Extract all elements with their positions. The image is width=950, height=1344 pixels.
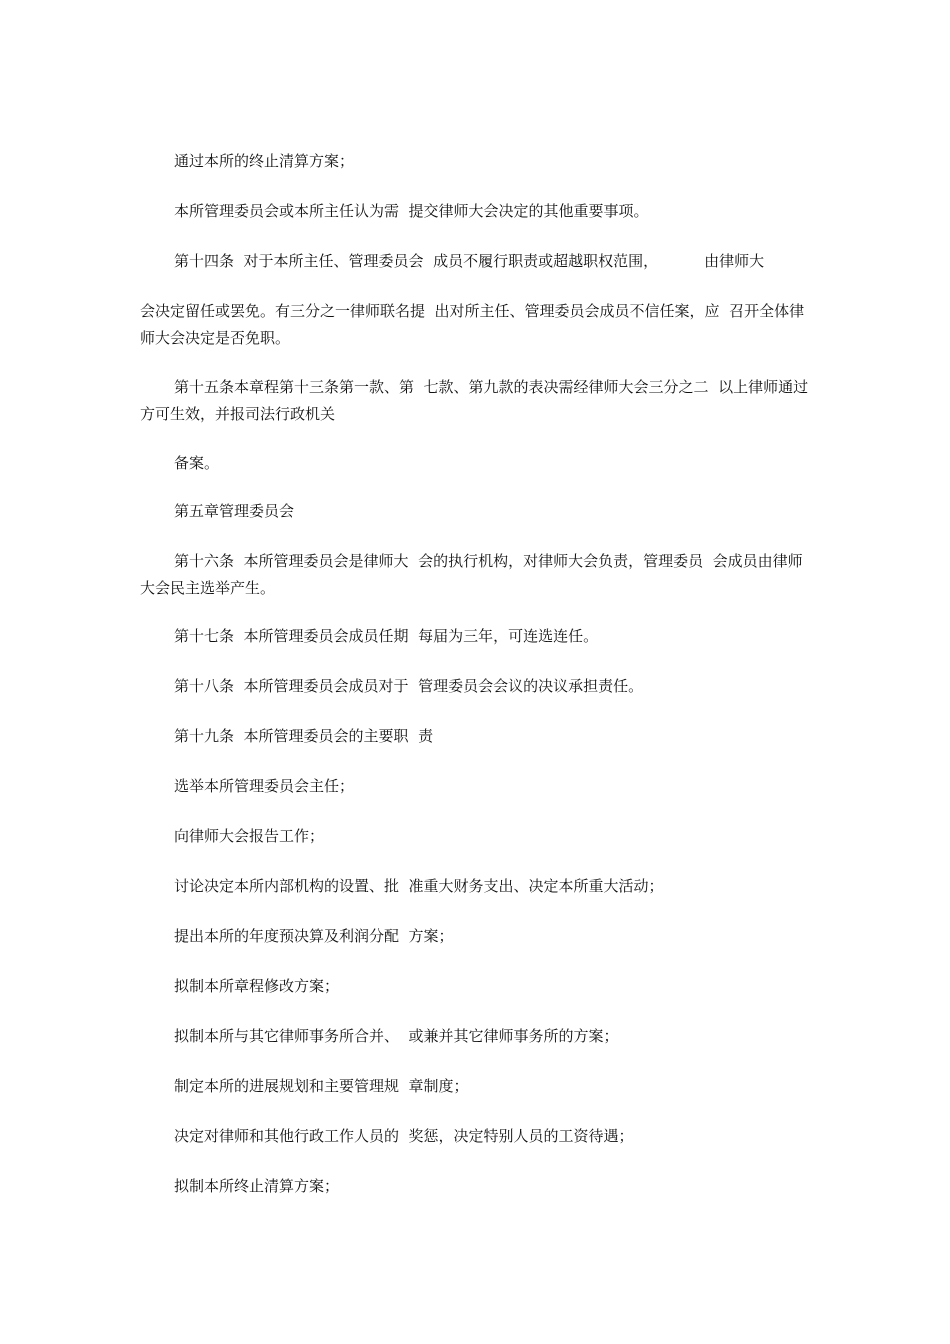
paragraph-article-14 [140,248,812,275]
paragraph-other-major-matters: 本所管理委员会或本所主任认为需 提交律师大会决定的其他重要事项。 [174,202,649,220]
article-14-text: 第十四条 对于本所主任、管理委员会 成员不履行职责或超越职权范围， [174,252,659,270]
paragraph-article-16: 第十六条 本所管理委员会是律师大 会的执行机构，对律师大会负责，管理委员 会成员由律师大会民主选举产生。 [140,552,803,597]
chapter-heading-management-committee: 第五章管理委员会 [174,502,295,520]
list-item-annual-budget: 提出本所的年度预决算及利润分配 方案； [174,927,454,945]
list-item-rewards-penalties: 决定对律师和其他行政工作人员的 奖惩，决定特别人员的工资待遇； [174,1127,634,1145]
paragraph-article-15: 第十五条本章程第十三条第一款、第 七款、第九款的表决需经律师大会三分之二 以上律师通过方可生效，并报司法行政机关 [140,378,809,423]
list-item-development-plan: 制定本所的进展规划和主要管理规 章制度； [174,1077,469,1095]
paragraph-article-19: 第十九条 本所管理委员会的主要职 责 [174,727,434,745]
paragraph-termination-liquidation: 通过本所的终止清算方案； [174,152,355,170]
paragraph-article-18: 第十八条 本所管理委员会成员对于 管理委员会会议的决议承担责任。 [174,677,644,695]
paragraph-filing: 备案。 [174,454,220,472]
list-item-termination-plan: 拟制本所终止清算方案； [174,1177,340,1195]
list-item-elect-director: 选举本所管理委员会主任； [174,777,355,795]
list-item-merger-plan: 拟制本所与其它律师事务所合并、 或兼并其它律师事务所的方案； [174,1027,619,1045]
article-14-tail: 由律师大 [704,252,765,270]
paragraph-article-14-continued: 会决定留任或罢免。有三分之一律师联名提 出对所主任、管理委员会成员不信任案，应 召开全体律师大会决定是否免职。 [140,302,805,347]
list-item-report-work: 向律师大会报告工作； [174,827,325,845]
paragraph-article-17: 第十七条 本所管理委员会成员任期 每届为三年，可连选连任。 [174,627,599,645]
list-item-internal-structure: 讨论决定本所内部机构的设置、批 准重大财务支出、决定本所重大活动； [174,877,664,895]
list-item-charter-amendment: 拟制本所章程修改方案； [174,977,340,995]
